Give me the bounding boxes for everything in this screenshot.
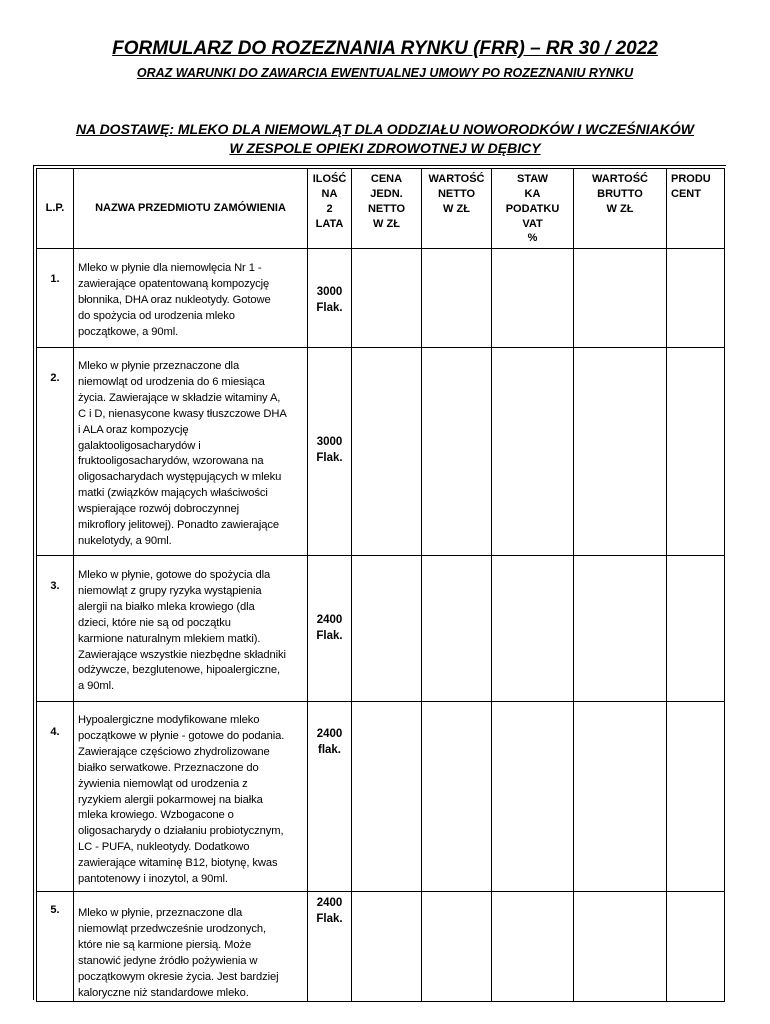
description-line: Hypoalergiczne modyfikowane mleko <box>78 714 260 726</box>
header-producer-line: PRODU <box>671 173 711 185</box>
header-net-value-line: WARTOŚĆ <box>428 173 485 185</box>
description-line: Mleko w płynie, gotowe do spożycia dla <box>78 569 271 581</box>
description-line: do spożycia od urodzenia mleko <box>78 309 235 322</box>
header-vat-rate-line: KA <box>524 187 541 200</box>
vat-rate-field[interactable] <box>492 892 574 1002</box>
description-line: mleka krowiego. Wzbogacone o <box>78 809 234 822</box>
quantity-unit: Flak. <box>316 913 343 926</box>
item-description <box>74 702 308 892</box>
description-line: życia. Zawierające w składzie witaminy A, <box>78 391 281 404</box>
header-quantity-line: NA <box>321 187 338 200</box>
description-line: Mleko w płynie dla niemowlęcia Nr 1 - <box>78 262 262 274</box>
description-line: Zawierające wszystkie niezbędne składniki <box>78 648 286 661</box>
description-line: początkowe w płynie - gotowe do podania. <box>78 729 285 742</box>
order-table <box>36 168 725 1002</box>
description-line: alergii na białko mleka krowiego (dla <box>78 600 255 613</box>
quantity-unit: Flak. <box>316 302 343 315</box>
gross-value-field[interactable] <box>574 702 667 892</box>
description-line: galaktooligosacharydów i <box>78 439 201 452</box>
description-line: i ALA oraz kompozycję <box>78 423 189 436</box>
description-line: a 90ml. <box>78 680 114 693</box>
row-number: 2. <box>37 348 74 556</box>
unit-price-field[interactable] <box>352 556 422 702</box>
item-description <box>74 556 308 702</box>
net-value-field[interactable] <box>422 249 492 348</box>
header-gross-value-line: WARTOŚĆ <box>591 173 649 185</box>
quantity-value: 2400 <box>316 897 343 909</box>
table-row <box>37 702 725 892</box>
description-line: niemowląt z grupy ryzyka wystąpienia <box>78 584 262 597</box>
row-number: 3. <box>37 556 74 702</box>
description-line: nukelotydy, a 90ml. <box>78 534 172 547</box>
description-line: zawierające witaminę B12, biotynę, kwas <box>78 857 278 870</box>
net-value-field[interactable] <box>422 556 492 702</box>
table-row <box>37 892 725 1002</box>
header-unit-price-line: W ZŁ <box>373 217 400 230</box>
header-gross-value <box>574 169 667 249</box>
header-net-value <box>422 169 492 249</box>
net-value-field[interactable] <box>422 892 492 1002</box>
description-line: fruktooligosacharydów, wzorowana na <box>78 455 264 468</box>
header-vat-rate-line: PODATKU <box>505 202 560 215</box>
description-line: zawierające opatentowaną kompozycję <box>78 277 270 290</box>
producer-field[interactable] <box>667 892 725 1002</box>
header-unit-price-line: NETTO <box>367 202 406 215</box>
description-line: odżywcze, bezglutenowe, hipoalergiczne, <box>78 664 280 677</box>
vat-rate-field[interactable] <box>492 702 574 892</box>
description-line: Zawierające częściowo zhydrolizowane <box>78 745 270 758</box>
quantity-unit: flak. <box>317 744 341 757</box>
header-quantity-line: LATA <box>315 217 344 230</box>
description-line: karmione naturalnym mlekiem matki). <box>78 632 261 645</box>
header-net-value-line: NETTO <box>437 187 476 200</box>
table-header-row <box>37 169 725 249</box>
header-quantity-line: ILOŚĆ <box>312 173 347 185</box>
header-quantity-line: 2 <box>326 202 333 215</box>
subject-line-1: NA DOSTAWĘ: MLEKO DLA NIEMOWLĄT DLA ODDZIAŁU NOWORODKÓW I WCZEŚNIAKÓW <box>75 121 694 137</box>
table-row <box>37 249 725 348</box>
description-line: początkowym okresie życia. Jest bardziej <box>78 970 279 983</box>
header-unit-price <box>352 169 422 249</box>
quantity-value: 3000 <box>316 286 343 298</box>
description-line: białko serwatkowe. Przeznaczone do <box>78 761 259 774</box>
description-line: C i D, nienasycone kwasy tłuszczowe DHA <box>78 407 287 420</box>
producer-field[interactable] <box>667 556 725 702</box>
description-line: matki (związków mających właściwości <box>78 487 268 500</box>
row-number: 4. <box>37 702 74 892</box>
description-line: dzieci, które nie są od początku <box>78 616 231 629</box>
quantity-value: 2400 <box>316 614 343 626</box>
header-unit-price-line: JEDN. <box>370 187 403 200</box>
description-line: ryzykiem alergii pokarmowej na białka <box>78 793 263 806</box>
item-description <box>74 348 308 556</box>
header-gross-value-line: BRUTTO <box>597 187 643 200</box>
quantity-cell <box>308 892 352 1002</box>
row-number: 1. <box>37 249 74 348</box>
unit-price-field[interactable] <box>352 348 422 556</box>
description-line: pantotenowy i inozytol, a 90ml. <box>78 873 228 886</box>
table-row <box>37 556 725 702</box>
description-line: oligosacharydach występujących w mleku <box>78 471 282 484</box>
description-line: początkowe, a 90ml. <box>78 325 179 338</box>
header-vat-rate-line: VAT <box>522 217 543 230</box>
description-line: wspierające rozwój dobroczynnej <box>78 503 240 516</box>
header-vat-rate-line: % <box>527 232 538 245</box>
item-description <box>74 892 308 1002</box>
quantity-cell <box>308 348 352 556</box>
description-line: mikroflory jelitowej). Ponadto zawierające <box>78 519 279 532</box>
header-vat-rate-line: STAW <box>517 173 548 185</box>
subject-line-2: W ZESPOLE OPIEKI ZDROWOTNEJ W DĘBICY <box>229 140 541 156</box>
header-gross-value-line: W ZŁ <box>606 202 634 215</box>
quantity-cell <box>308 556 352 702</box>
header-lp: L.P. <box>37 169 74 249</box>
vat-rate-field[interactable] <box>492 249 574 348</box>
description-line: które nie są karmione piersią. Może <box>78 938 252 951</box>
description-line: żywienia niemowląt od urodzenia z <box>78 777 248 790</box>
producer-field[interactable] <box>667 249 725 348</box>
description-line: błonnika, DHA oraz nukleotydy. Gotowe <box>78 293 271 306</box>
net-value-field[interactable] <box>422 348 492 556</box>
header-net-value-line: W ZŁ <box>443 202 470 215</box>
vat-rate-field[interactable] <box>492 348 574 556</box>
gross-value-field[interactable] <box>574 892 667 1002</box>
description-line: LC - PUFA, nukleotydy. Dodatkowo <box>78 841 250 854</box>
description-line: Mleko w płynie przeznaczone dla <box>78 360 240 372</box>
description-line: kaloryczne niż standardowe mleko. <box>78 986 249 999</box>
description-line: Mleko w płynie, przeznaczone dla <box>78 907 243 919</box>
description-line: niemowląt od urodzenia do 6 miesiąca <box>78 375 265 388</box>
quantity-unit: Flak. <box>316 452 343 465</box>
header-unit-price-line: CENA <box>370 173 403 185</box>
unit-price-field[interactable] <box>352 702 422 892</box>
quantity-cell <box>308 249 352 348</box>
header-producer-line: CENT <box>671 187 701 200</box>
table-row <box>37 348 725 556</box>
header-quantity <box>308 169 352 249</box>
item-description <box>74 249 308 348</box>
net-value-field[interactable] <box>422 702 492 892</box>
header-producer <box>667 169 725 249</box>
quantity-value: 3000 <box>316 436 343 448</box>
quantity-cell <box>308 702 352 892</box>
quantity-unit: Flak. <box>316 630 343 643</box>
quantity-value: 2400 <box>316 728 343 740</box>
unit-price-field[interactable] <box>352 249 422 348</box>
gross-value-field[interactable] <box>574 348 667 556</box>
form-subtitle: ORAZ WARUNKI DO ZAWARCIA EWENTUALNEJ UMOWY PO ROZEZNANIU RYNKU <box>136 66 634 80</box>
producer-field[interactable] <box>667 702 725 892</box>
description-line: niemowląt przedwcześnie urodzonych, <box>78 922 267 935</box>
description-line: stanowić jedyne źródło pożywienia w <box>78 954 258 967</box>
gross-value-field[interactable] <box>574 556 667 702</box>
producer-field[interactable] <box>667 348 725 556</box>
gross-value-field[interactable] <box>574 249 667 348</box>
form-title: FORMULARZ DO ROZEZNANIA RYNKU (FRR) – RR 30 / 2022 <box>112 38 658 59</box>
unit-price-field[interactable] <box>352 892 422 1002</box>
vat-rate-field[interactable] <box>492 556 574 702</box>
description-line: oligosacharydy o działaniu probiotycznym, <box>78 825 284 838</box>
row-number: 5. <box>37 892 74 1002</box>
header-vat-rate <box>492 169 574 249</box>
header-item-name: NAZWA PRZEDMIOTU ZAMÓWIENIA <box>74 169 308 249</box>
